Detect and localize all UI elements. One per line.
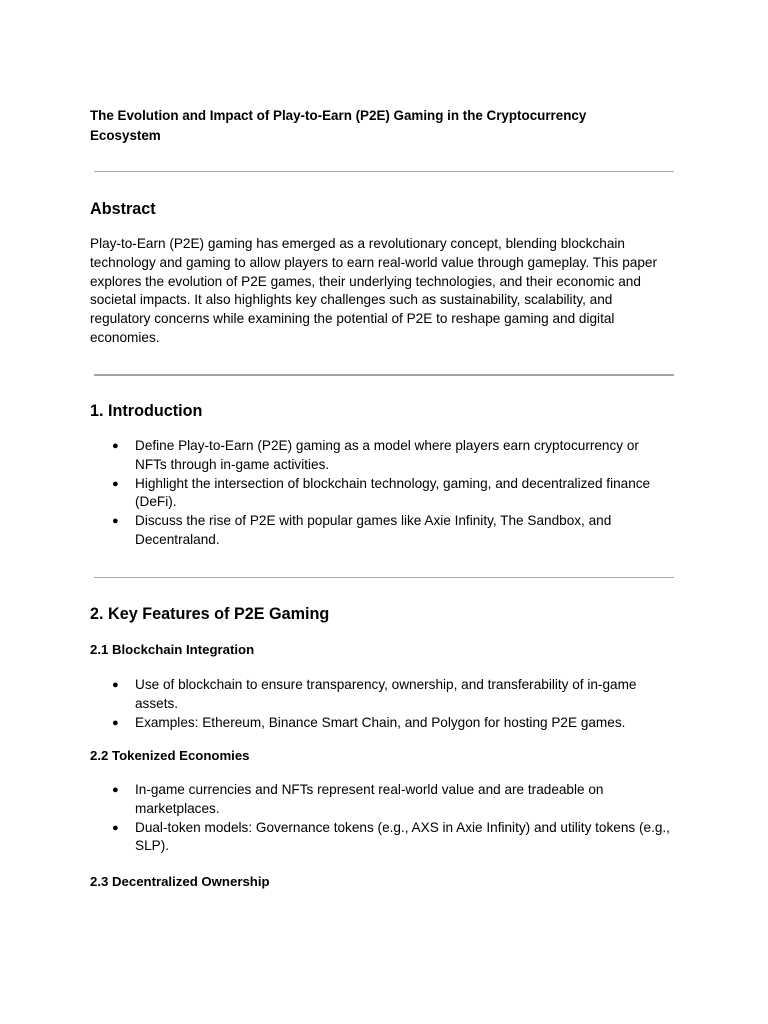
- bullet-icon: ●: [112, 821, 119, 834]
- bullet-icon: ●: [112, 477, 119, 490]
- list-item-text: Dual-token models: Governance tokens (e.g., AXS in Axie Infinity) and utility tokens (e.g., SLP).: [135, 819, 670, 854]
- bullet-icon: ●: [112, 515, 119, 528]
- bullet-icon: ●: [112, 716, 119, 729]
- divider: [94, 577, 674, 578]
- list-item: [112, 819, 672, 857]
- bullet-icon: ●: [112, 784, 119, 796]
- list-item: [112, 781, 672, 819]
- list-item: [112, 512, 672, 550]
- list-item-text: Highlight the intersection of blockchain technology, gaming, and decentralized finance (DeFi).: [135, 475, 651, 510]
- list-item: [112, 676, 672, 714]
- list-item-text: Discuss the rise of P2E with popular games like Axie Infinity, The Sandbox, and Decentraland.: [135, 513, 612, 547]
- tokenized-economies-list: [112, 781, 672, 856]
- list-item-text: Use of blockchain to ensure transparency, ownership, and transferability of in-game assets.: [135, 677, 637, 711]
- key-features-heading: 2. Key Features of P2E Gaming: [90, 605, 330, 623]
- divider: [94, 171, 674, 172]
- document-title: The Evolution and Impact of Play-to-Earn (P2E) Gaming in the Cryptocurrency Ecosystem: [90, 108, 587, 143]
- divider: [94, 374, 674, 376]
- list-item-text: In-game currencies and NFTs represent real-world value and are tradeable on marketplaces.: [135, 782, 604, 816]
- bullet-icon: ●: [112, 679, 119, 691]
- subsection-heading: 2.1 Blockchain Integration: [90, 642, 255, 657]
- introduction-list: [112, 437, 672, 550]
- bullet-icon: ●: [112, 440, 119, 452]
- list-item: [112, 437, 672, 475]
- list-item: [112, 475, 672, 513]
- subsection-heading: 2.2 Tokenized Economies: [90, 748, 250, 763]
- abstract-text: Play-to-Earn (P2E) gaming has emerged as a revolutionary concept, blending blockchain technology and gaming to allow players to earn real-world value through gameplay. This paper explores the evolution of P2E games, their underlying technologies, and their economic and societal impacts. It also highlights key challenges such as sustainability, scalability, and regulatory concerns while examining the potential of P2E to reshape gaming and digital economies.: [90, 236, 657, 345]
- list-item: [112, 714, 672, 733]
- subsection-heading: 2.3 Decentralized Ownership: [90, 874, 270, 889]
- list-item-text: Define Play-to-Earn (P2E) gaming as a model where players earn cryptocurrency or NFTs through in-game activities.: [135, 438, 639, 472]
- abstract-heading: Abstract: [90, 200, 156, 218]
- blockchain-integration-list: [112, 676, 672, 732]
- introduction-heading: 1. Introduction: [90, 402, 203, 420]
- list-item-text: Examples: Ethereum, Binance Smart Chain, and Polygon for hosting P2E games.: [135, 714, 626, 730]
